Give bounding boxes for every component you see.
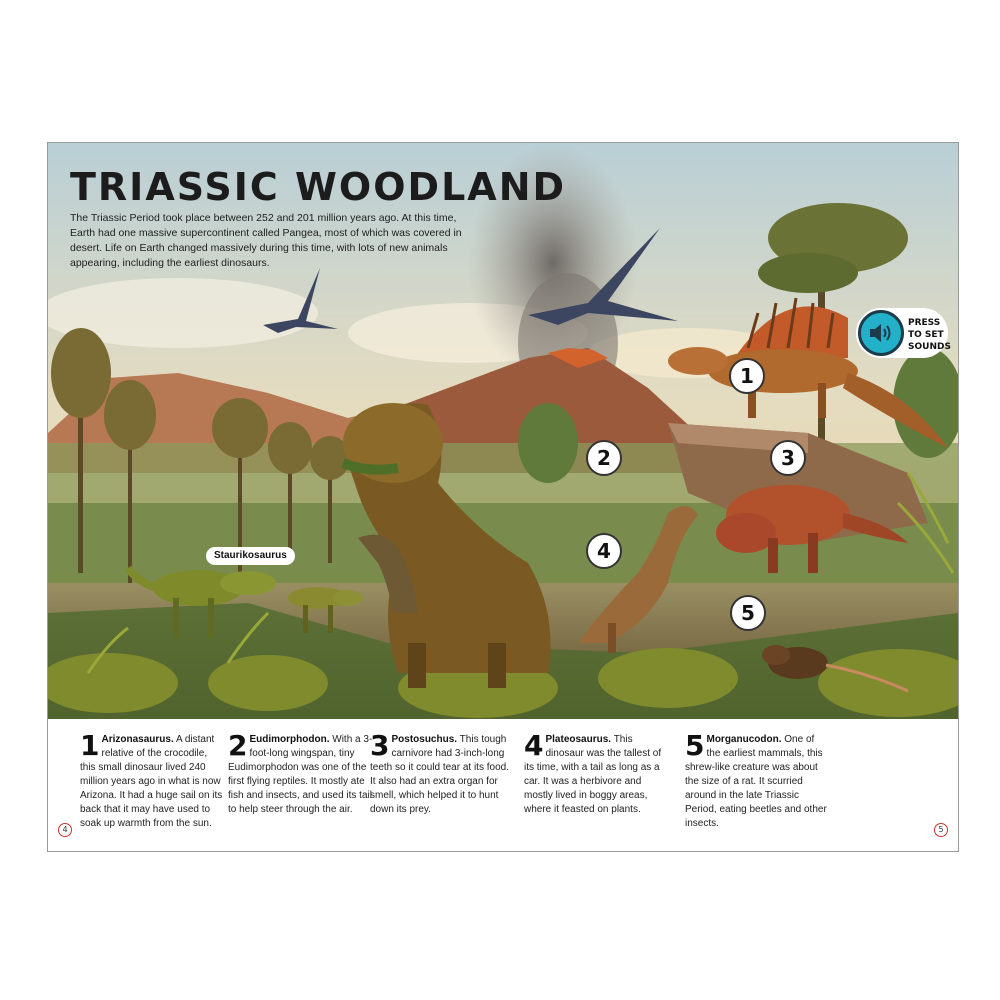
intro-paragraph: The Triassic Period took place between 252 and 201 million years ago. At this time, Earth had one massive supercontinent called Pangea, most of which was covered in desert. Life on Earth changed massively during this time, with lots of new animals appearing, including the earliest dinosaurs.: [70, 212, 462, 269]
marker-4[interactable]: 4: [586, 533, 622, 569]
caption-4: [524, 729, 669, 817]
caption-name: Plateosaurus.: [545, 734, 612, 745]
caption-name: Postosuchus.: [391, 734, 458, 745]
marker-1[interactable]: 1: [729, 358, 765, 394]
caption-text: With a 3-foot-long wingspan, tiny Eudimorphodon was one of the first flying reptiles. It mostly ate fish and insects, and used its tail to help steer through the air.: [228, 734, 373, 815]
caption-5: [685, 729, 830, 831]
page-number-right: 5: [934, 823, 948, 837]
caption-name: Morganucodon.: [706, 734, 782, 745]
page-title: TRIASSIC WOODLAND: [70, 165, 567, 209]
caption-2: [228, 729, 373, 817]
page-number-left: 4: [58, 823, 72, 837]
triassic-scene-illustration: [48, 143, 958, 719]
speaker-icon: [869, 322, 893, 344]
sound-button-label: PRESS TO SET SOUNDS: [908, 318, 951, 352]
caption-3: [370, 729, 515, 817]
marker-3[interactable]: 3: [770, 440, 806, 476]
caption-text: This dinosaur was the tallest of its time, with a tail as long as a car. It was a herbivore and mostly lived in boggy areas, where it feasted on plants.: [524, 734, 662, 815]
staurikosaurus-label: Staurikosaurus: [206, 547, 295, 565]
press-to-set-sounds-button[interactable]: [856, 308, 951, 358]
caption-text: One of the earliest mammals, this shrew-like creature was about the size of a rat. It scurried around in the late Triassic Period, eating beetles and other insects.: [685, 734, 827, 829]
caption-number: 4: [524, 729, 544, 762]
caption-number: 1: [80, 729, 100, 762]
caption-text: A distant relative of the crocodile, this small dinosaur lived 240 million years ago in what is now Arizona. It had a huge sail on its back that it may have used to soak up warmth from the sun.: [80, 734, 223, 829]
caption-name: Arizonasaurus.: [101, 734, 174, 745]
marker-5[interactable]: 5: [730, 595, 766, 631]
caption-1: [80, 729, 225, 831]
caption-name: Eudimorphodon.: [249, 734, 330, 745]
caption-number: 5: [685, 729, 705, 762]
caption-text: This tough carnivore had 3-inch-long teeth so it could tear at its food. It also had an extra organ for smell, which helped it to hunt down its prey.: [370, 734, 509, 815]
sound-button-circle[interactable]: [858, 310, 904, 356]
marker-2[interactable]: 2: [586, 440, 622, 476]
book-spread: [47, 142, 959, 852]
caption-strip: [48, 719, 958, 851]
caption-number: 3: [370, 729, 390, 762]
caption-number: 2: [228, 729, 248, 762]
